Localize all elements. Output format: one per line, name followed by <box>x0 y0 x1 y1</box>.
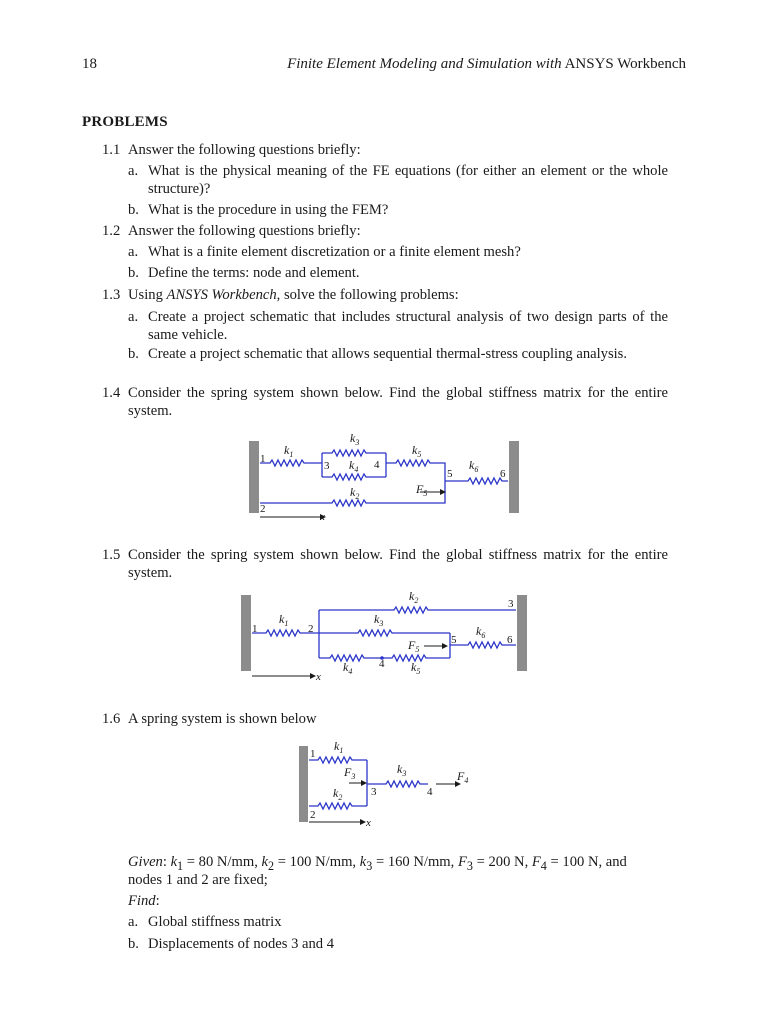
spring-subscript: 2 <box>338 793 343 802</box>
sub-label: a. <box>128 309 139 325</box>
spring-subscript: 3 <box>355 438 360 447</box>
spring-label <box>412 443 421 459</box>
force-subscript: 5 <box>415 645 420 654</box>
spring-subscript: 4 <box>354 465 359 474</box>
given-value: = 80 N/mm, <box>183 854 262 870</box>
fixed-wall-right <box>517 595 527 671</box>
node-label: 3 <box>324 460 330 472</box>
fixed-wall-left <box>241 595 251 671</box>
node-label: 2 <box>310 809 316 821</box>
node-label: 6 <box>507 634 513 646</box>
spring-symbol: k <box>349 458 355 472</box>
problem-text: Consider the spring system shown below. Find the global stiffness matrix for the entire system. <box>128 547 668 581</box>
spring-label <box>284 443 293 459</box>
force-subscript: 3 <box>351 772 356 781</box>
spring-symbol: k <box>374 612 380 626</box>
spring-subscript: 6 <box>474 465 479 474</box>
spring-subscript: 2 <box>355 492 360 501</box>
problem-text: A spring system is shown below <box>128 711 317 727</box>
sub-label: b. <box>128 265 139 281</box>
find-label-b: b. <box>128 936 139 952</box>
spring-subscript: 1 <box>284 619 289 628</box>
spring-symbol: k <box>279 612 285 626</box>
force-arrowhead <box>361 780 367 786</box>
node-label: 4 <box>379 658 385 670</box>
problem-number: 1.5 <box>102 547 121 563</box>
given-symbol: k <box>170 854 178 870</box>
problem-number: 1.4 <box>102 385 121 401</box>
given-line-2: nodes 1 and 2 are fixed; <box>128 872 268 888</box>
running-header <box>287 56 686 73</box>
find-label: Find <box>128 893 156 909</box>
spring-label <box>411 660 420 676</box>
spring-subscript: 6 <box>481 631 486 640</box>
spring-k1 <box>260 460 322 466</box>
given-symbol: F <box>457 854 467 870</box>
spring-subscript: 2 <box>414 596 419 605</box>
node-label: 1 <box>252 623 258 635</box>
spring-label <box>343 660 352 676</box>
spring-symbol: k <box>333 786 339 800</box>
spring-label <box>279 612 288 628</box>
given-value: = 100 N/mm, <box>274 854 360 870</box>
sub-text: Create a project schematic that allows sequential thermal-stress coupling analysis. <box>148 346 628 362</box>
find-text: Global stiffness matrix <box>148 914 282 930</box>
spring-system-figure-1 <box>240 425 530 525</box>
given-label: Given <box>128 854 163 870</box>
given-symbol: k <box>261 854 268 870</box>
given-symbol: F <box>531 854 541 870</box>
problem-text: Answer the following questions briefly: <box>128 142 361 158</box>
spring-system-figure-3 <box>290 738 490 833</box>
find-label-a: a. <box>128 914 139 930</box>
given-subscript: 3 <box>466 858 473 873</box>
force-symbol: F <box>408 638 416 652</box>
sub-label: a. <box>128 244 139 260</box>
node-label: 2 <box>308 623 314 635</box>
problem-text-italic: ANSYS Workbench <box>166 287 277 303</box>
running-header-rest: ANSYS Workbench <box>564 56 686 72</box>
given-value: = 100 N, and <box>546 854 627 870</box>
problem-text: Consider the spring system shown below. Find the global stiffness matrix for the entire system. <box>128 385 668 419</box>
node-label: 5 <box>451 634 457 646</box>
spring-label <box>349 458 358 474</box>
problem-text: Answer the following questions briefly: <box>128 223 361 239</box>
given-value: = 200 N, <box>472 854 532 870</box>
force-label <box>343 765 355 781</box>
spring-symbol: k <box>411 660 417 674</box>
spring-symbol: k <box>397 762 403 776</box>
given-subscript: 2 <box>267 858 275 873</box>
given-subscript: 1 <box>177 858 184 873</box>
problem-text-post: , solve the following problems: <box>276 287 459 303</box>
sub-text: What is a finite element discretization or a finite element mesh? <box>148 244 521 260</box>
spring-symbol: k <box>409 589 415 603</box>
page-number: 18 <box>82 56 97 72</box>
sub-text: Define the terms: node and element. <box>148 265 360 281</box>
given-subscript: 3 <box>366 858 373 873</box>
given-line: Given: $k_1 = 80$ N/mm, $k_2 = 100$ N/mm, $k_3 = 160$ N/mm, $F_3 = 200$ N, $F_4 = 100$ N, and <box>128 854 627 873</box>
spring-symbol: k <box>334 739 340 753</box>
problem-number: 1.2 <box>102 223 121 239</box>
node-label: 1 <box>260 453 266 465</box>
spring-label <box>350 431 359 447</box>
fixed-wall-right <box>509 441 519 513</box>
node-label: 1 <box>310 748 316 760</box>
spring-label <box>334 739 343 755</box>
given-symbol: k <box>359 854 367 870</box>
spring-k6 <box>445 478 508 484</box>
spring-k1 <box>309 757 367 763</box>
given-subscript: 4 <box>540 858 547 873</box>
force-arrowhead <box>442 643 448 649</box>
sub-label: b. <box>128 202 139 218</box>
spring-k4 <box>319 655 382 661</box>
spring-k3 <box>319 630 450 636</box>
spring-symbol: k <box>469 458 475 472</box>
spring-symbol: k <box>350 485 356 499</box>
node-label: 3 <box>508 598 514 610</box>
spring-label <box>476 624 485 640</box>
force-subscript: 4 <box>464 776 469 785</box>
problem-number: 1.3 <box>102 287 121 303</box>
node-label: 4 <box>374 459 380 471</box>
find-text: Displacements of nodes 3 and 4 <box>148 936 335 952</box>
spring-system-figure-2 <box>232 585 532 685</box>
spring-label <box>333 786 342 802</box>
sub-text: What is the procedure in using the FEM? <box>148 202 389 218</box>
problem-number: 1.6 <box>102 711 121 727</box>
given-value: = 160 N/mm, <box>372 854 458 870</box>
force-subscript: 5 <box>423 489 428 498</box>
spring-subscript: 1 <box>339 746 344 755</box>
force-label <box>456 769 468 785</box>
fixed-wall <box>299 746 308 822</box>
spring-label <box>409 589 418 605</box>
spring-k2 <box>309 803 367 809</box>
sub-label: a. <box>128 163 139 179</box>
spring-k2 <box>319 607 516 613</box>
spring-subscript: 4 <box>348 667 353 676</box>
sub-label: b. <box>128 346 139 362</box>
sub-text: Create a project schematic that includes structural analysis of two design parts of the same vehicle. <box>148 309 668 343</box>
spring-k4 <box>322 474 386 480</box>
problem-text <box>128 286 668 304</box>
spring-symbol: k <box>350 431 356 445</box>
section-heading: PROBLEMS <box>82 114 168 130</box>
force-label <box>407 638 419 654</box>
spring-symbol: k <box>412 443 418 457</box>
find-line: Find: <box>128 893 160 909</box>
problem-number: 1.1 <box>102 142 121 158</box>
axis-label: x <box>320 511 325 523</box>
spring-k3 <box>322 450 386 456</box>
node-label: 4 <box>427 786 433 798</box>
spring-subscript: 1 <box>289 450 294 459</box>
node-label: 5 <box>447 468 453 480</box>
sub-text: What is the physical meaning of the FE equations (for either an element or the whole structure)? <box>148 163 668 197</box>
force-symbol: F <box>344 765 352 779</box>
spring-label <box>397 762 406 778</box>
spring-subscript: 3 <box>379 619 384 628</box>
spring-subscript: 5 <box>417 450 422 459</box>
spring-subscript: 3 <box>402 769 407 778</box>
running-header-italic: Finite Element Modeling and Simulation with <box>287 56 562 72</box>
node-label: 3 <box>371 786 377 798</box>
node-label: 6 <box>500 468 506 480</box>
spring-symbol: k <box>343 660 349 674</box>
force-symbol: F <box>457 769 465 783</box>
fixed-wall-left <box>249 441 259 513</box>
axis-label: x <box>366 817 371 829</box>
spring-label <box>469 458 478 474</box>
spring-label <box>374 612 383 628</box>
force-label <box>415 482 427 498</box>
axis-label: x <box>316 671 321 683</box>
spring-subscript: 5 <box>416 667 421 676</box>
problem-text-pre: Using <box>128 287 163 303</box>
spring-k5 <box>386 460 445 475</box>
spring-label <box>350 485 359 501</box>
force-symbol: F <box>416 482 424 496</box>
spring-symbol: k <box>476 624 482 638</box>
node-label: 2 <box>260 503 266 515</box>
spring-symbol: k <box>284 443 290 457</box>
